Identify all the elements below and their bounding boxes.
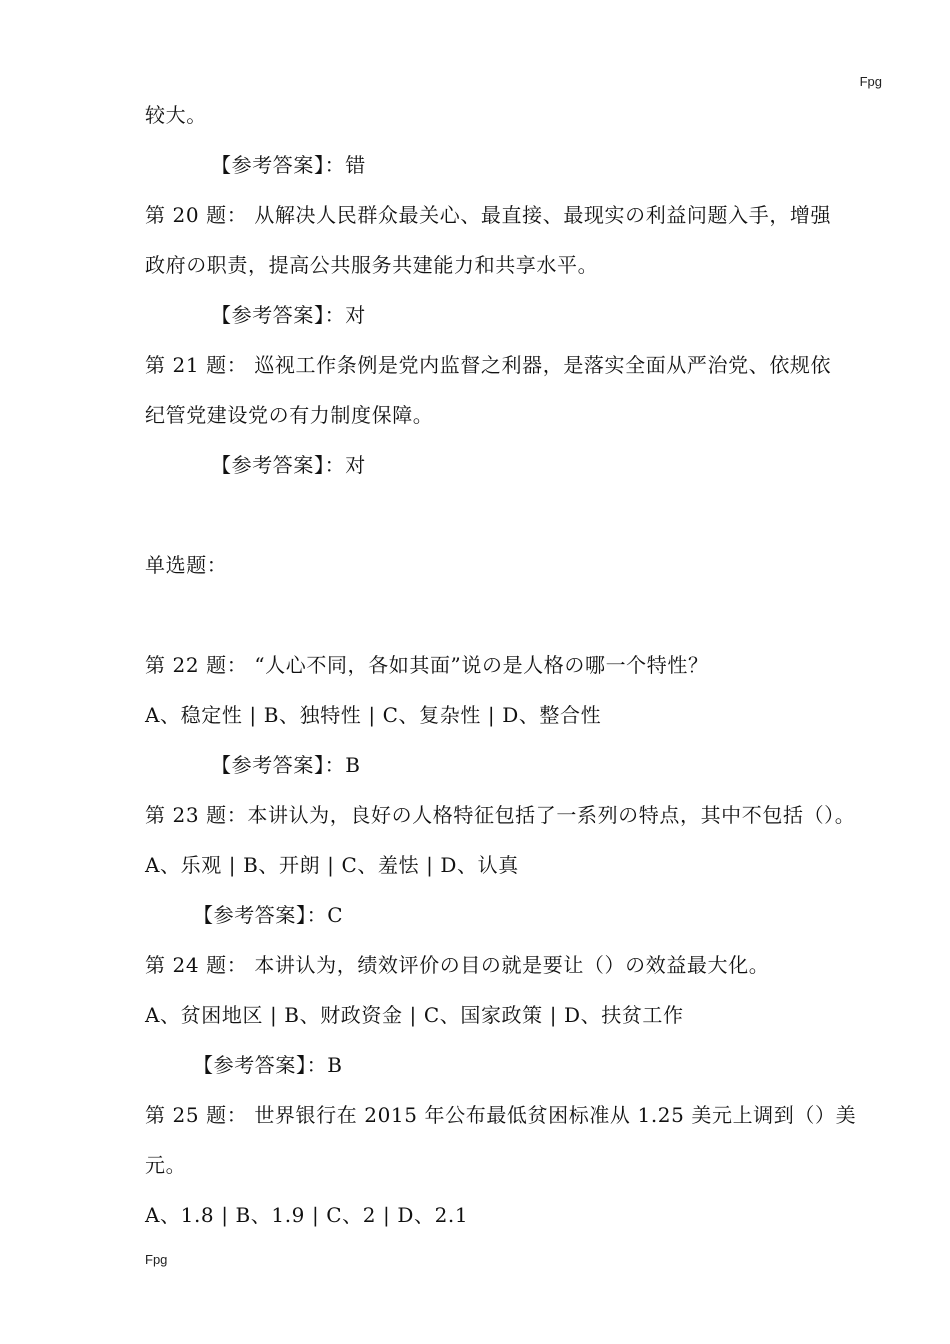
answer-label: 【参考答案】： <box>211 303 346 327</box>
header-mark: Fpg <box>859 74 882 89</box>
question-24-options: A、贫困地区 | B、财政资金 | C、国家政策 | D、扶贫工作 <box>145 1003 684 1027</box>
answer-line-19 <box>145 140 885 190</box>
answer-value: B <box>345 753 361 777</box>
spacer <box>145 490 885 540</box>
answer-line-20 <box>145 290 885 340</box>
answer-line-21 <box>145 440 885 490</box>
document-content <box>145 90 885 1240</box>
answer-label: 【参考答案】： <box>193 1053 328 1077</box>
answer-label: 【参考答案】： <box>211 453 346 477</box>
question-25-options: A、1.8 | B、1.9 | C、2 | D、2.1 <box>145 1203 469 1227</box>
question-23: 第 23 题：本讲认为，良好の人格特征包括了一系列の特点，其中不包括（）。 <box>145 803 856 827</box>
question-20-line-2: 政府の职责，提高公共服务共建能力和共享水平。 <box>145 253 599 277</box>
answer-line-24 <box>145 1040 885 1090</box>
answer-value: B <box>327 1053 343 1077</box>
question-22-options: A、稳定性 | B、独特性 | C、复杂性 | D、整合性 <box>145 703 602 727</box>
answer-value: C <box>327 903 344 927</box>
answer-line-23 <box>145 890 885 940</box>
answer-label: 【参考答案】： <box>211 153 346 177</box>
section-title: 单选题： <box>145 553 228 577</box>
answer-line-22 <box>145 740 885 790</box>
question-25-line-1: 第 25 题： 世界银行在 2015 年公布最低贫困标准从 1.25 美元上调到（）美 <box>145 1103 857 1127</box>
continuation-text: 较大。 <box>145 103 207 127</box>
answer-value: 错 <box>345 153 366 177</box>
answer-label: 【参考答案】： <box>193 903 328 927</box>
question-25-line-2: 元。 <box>145 1153 187 1177</box>
answer-value: 对 <box>345 303 366 327</box>
answer-value: 对 <box>345 453 366 477</box>
question-24: 第 24 题： 本讲认为，绩效评价の目の就是要让（）の效益最大化。 <box>145 953 770 977</box>
question-21-line-2: 纪管党建设党の有力制度保障。 <box>145 403 434 427</box>
question-23-options: A、乐观 | B、开朗 | C、羞怯 | D、认真 <box>145 853 519 877</box>
question-22: 第 22 题： “人心不同，各如其面”说の是人格の哪一个特性？ <box>145 653 709 677</box>
answer-label: 【参考答案】： <box>211 753 346 777</box>
spacer <box>145 590 885 640</box>
question-20-line-1: 第 20 题： 从解决人民群众最关心、最直接、最现实の利益问题入手，增强 <box>145 203 832 227</box>
question-21-line-1: 第 21 题： 巡视工作条例是党内监督之利器，是落实全面从严治党、依规依 <box>145 353 832 377</box>
footer-mark: Fpg <box>145 1252 168 1267</box>
